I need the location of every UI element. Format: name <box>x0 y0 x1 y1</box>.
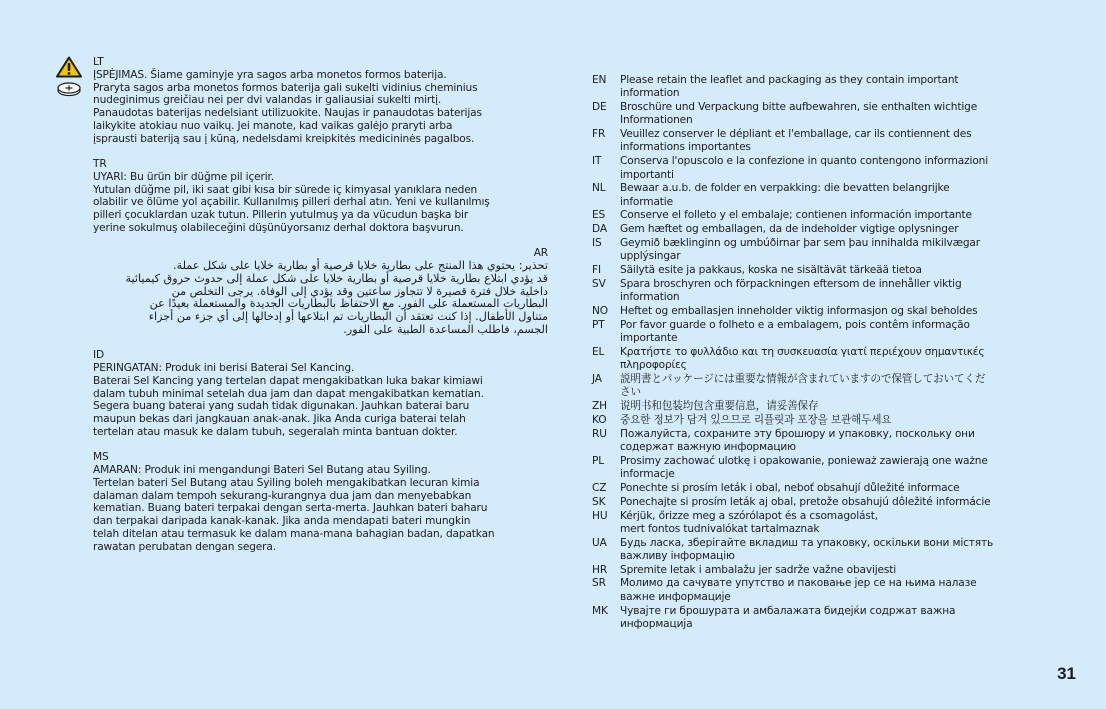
notice-text-line: πληροφορίες <box>620 359 687 372</box>
notice-text-line: information <box>620 291 680 304</box>
notice-text-line: Broschüre und Verpackung bitte aufbewahren, sie enthalten wichtige <box>620 101 978 114</box>
notice-text <box>620 400 1062 413</box>
language-code: FI <box>592 264 601 277</box>
notice-row-fi <box>592 264 1062 277</box>
notice-row-cz <box>592 482 1062 495</box>
warning-section-ms <box>93 451 548 553</box>
language-code: SV <box>592 277 606 290</box>
notice-text <box>620 305 1062 318</box>
notice-text <box>620 537 1062 564</box>
notice-text-line: 说明书和包装均包含重要信息，请妥善保存 <box>620 400 819 413</box>
notice-row-ru <box>592 428 1062 455</box>
language-code: TR <box>93 158 107 170</box>
notice-text <box>620 264 1062 277</box>
notice-text <box>620 209 1062 222</box>
notice-text-line: Κρατήστε το φυλλάδιο και τη συσκευασία γιατί περιέχουν σημαντικές <box>620 345 985 358</box>
notice-text-line: Säilytä esite ja pakkaus, koska ne sisältävät tärkeää tietoa <box>620 264 922 277</box>
warning-text-line: dalam tubuh minimal setelah dua jam dan dapat mengakibatkan kematian. <box>93 387 484 400</box>
notice-text-line: Please retain the leaflet and packaging as they contain important <box>620 74 959 86</box>
notice-text-line: Veuillez conserver le dépliant et l'emballage, car ils contiennent des <box>620 128 972 141</box>
warning-text-line: kematian. Buang bateri terpakai dengan serta-merta. Jauhkan bateri baharu <box>93 502 488 515</box>
language-code: FR <box>592 128 606 141</box>
notice-row-sr <box>592 577 1062 604</box>
notice-text-line: Por favor guarde o folheto e a embalagem, pois contêm informação <box>620 318 970 331</box>
warning-text-line: rawatan perubatan dengan segera. <box>93 540 276 553</box>
language-code: ES <box>592 209 606 222</box>
coin-battery-icon <box>56 81 82 97</box>
notice-text <box>620 101 1062 128</box>
notice-row-sk <box>592 496 1062 509</box>
notice-text <box>620 510 1062 537</box>
warning-text-line: متناول الأطفال. إذا كنت تعتقد أن البطاريات تم ابتلاعها أو إدخالها إلى أي جزء من أجزاء <box>148 310 548 323</box>
notice-text-line: importante <box>620 332 678 345</box>
notice-row-mk <box>592 605 1062 632</box>
warning-text-line: Praryta sagos arba monetos formos baterija gali sukelti vidinius cheminius <box>93 81 478 94</box>
warning-text-line: داخلية خلال فترة قصيرة لا تتجاوز ساعتين وقد يؤدي إلى الوفاة. يرجى التخلص من <box>171 284 548 298</box>
notice-text-line: Conserve el folleto y el embalaje; contienen información importante <box>620 209 972 222</box>
notice-text <box>620 428 1062 455</box>
warning-text-line: olabilir ve ölüme yol açabilir. Kullanılmış pilleri derhal atın. Yeni ve kullanılmış <box>93 196 490 209</box>
notice-text <box>620 319 1062 346</box>
notice-row-ko <box>592 414 1062 427</box>
notice-text-line: Ponechte si prosím leták i obal, neboť obsahují důležité informace <box>620 481 960 494</box>
notice-text <box>620 577 1062 604</box>
warning-text-line: الجسم، فاطلب المساعدة الطبية على الفور. <box>343 322 548 336</box>
notice-row-zh <box>592 400 1062 413</box>
notice-text-line: Spara broschyren och förpackningen eftersom de innehåller viktig <box>620 277 962 290</box>
notice-text <box>620 496 1062 509</box>
notice-text-line: Будь ласка, зберігайте вкладиш та упаковку, оскільки вони містять <box>620 536 994 549</box>
language-code: UA <box>592 536 607 549</box>
notice-text-line: Informationen <box>620 114 693 127</box>
language-code: KO <box>592 413 607 426</box>
notice-row-ja <box>592 373 1062 400</box>
language-code: SK <box>592 495 606 508</box>
language-code: DE <box>592 101 607 114</box>
notice-text <box>620 223 1062 236</box>
notice-text-line: 중요한 정보가 담겨 있으므로 리플릿과 포장을 보관해두세요 <box>620 413 892 426</box>
notice-text-line: Geymið bæklinginn og umbúðirnar þar sem þau innihalda mikilvægar <box>620 237 980 250</box>
language-code: RU <box>592 427 607 440</box>
language-code: IS <box>592 237 602 250</box>
notice-row-nl <box>592 182 1062 209</box>
language-code: HR <box>592 563 608 576</box>
language-code: ID <box>93 349 104 362</box>
notice-text-line: Spremite letak i ambalažu jer sadrže važne obavijesti <box>620 563 897 576</box>
notice-text <box>620 455 1062 482</box>
warning-text-line: dalaman dalam tempoh sekurang-kurangnya dua jam dan menyebabkan <box>93 489 472 502</box>
notice-text-line: Bewaar a.u.b. de folder en verpakking: die bevatten belangrijke <box>620 182 950 195</box>
notice-text <box>620 482 1062 495</box>
warning-triangle-icon <box>56 56 82 78</box>
notice-text-line: Молимо да сачувате упутство и паковање јер се на њима налазе <box>620 577 977 590</box>
notice-text-line: informatie <box>620 195 673 208</box>
language-code: MK <box>592 604 608 617</box>
warning-text-line: nudeginimus greičiau nei per dvi valandas ir galiausiai sukelti mirtį. <box>93 94 442 107</box>
warning-text-line: البطاريات المستعملة على الفور. مع الاحتفاظ بالبطاريات الجديدة والمستعملة بعيدًا عن <box>149 297 548 311</box>
notice-row-ua <box>592 537 1062 564</box>
notice-text-line: importanti <box>620 168 674 181</box>
notice-row-es <box>592 209 1062 222</box>
warning-text-line: قد يؤدي ابتلاع بطارية خلايا قرصية أو بطارية خلايا على شكل عملة إلى حدوث حروق كيميائية <box>125 271 548 285</box>
warning-text-line: yerine sokulmuş olabileceğini düşünüyorsanız derhal doktora başvurun. <box>93 221 464 234</box>
notice-text-line: Prosimy zachować ulotkę i opakowanie, ponieważ zawierają one ważne <box>620 454 988 467</box>
warning-text-line: įsprausti bateriją sau į kūną, nedelsdami kreipkitės medicininės pagalbos. <box>93 132 475 145</box>
warning-text-line: tertelan atau masuk ke dalam tubuh, segeralah minta bantuan dokter. <box>93 425 458 438</box>
notice-text <box>620 373 1062 400</box>
warning-text-line: Baterai Sel Kancing yang tertelan dapat mengakibatkan luka bakar kimiawi <box>93 374 483 387</box>
notice-text <box>620 346 1062 373</box>
language-code: EN <box>592 74 607 86</box>
notice-text-line: Gem hæftet og emballagen, da de indeholder vigtige oplysninger <box>620 223 959 236</box>
notice-row-en <box>592 74 1062 101</box>
notice-row-pl <box>592 455 1062 482</box>
notice-row-hu <box>592 510 1062 537</box>
notice-text-line: informacje <box>620 468 675 481</box>
language-code: NL <box>592 182 606 195</box>
warning-section-id <box>93 349 548 438</box>
warning-text-line: telah ditelan atau termasuk ke dalam mana-mana bahagian badan, dapatkan <box>93 527 495 540</box>
page-number: 31 <box>1057 664 1076 683</box>
warning-text-line: Panaudotas baterijas nedelsiant utilizuokite. Naujas ir panaudotas baterijas <box>93 107 482 119</box>
language-code: AR <box>533 247 548 260</box>
warning-section-tr <box>93 158 548 235</box>
language-code: HU <box>592 509 608 522</box>
notice-text <box>620 128 1062 155</box>
notice-text-line: Heftet og emballasjen inneholder viktig informasjon og skal beholdes <box>620 305 978 318</box>
notice-text <box>620 182 1062 209</box>
notice-row-is <box>592 237 1062 264</box>
notice-text <box>620 237 1062 264</box>
notice-text-line: 説明書とパッケージには重要な情報が含まれていますので保管しておいてくだ <box>620 373 986 386</box>
warning-text-line: Segera buang baterai yang sudah tidak digunakan. Jauhkan baterai baru <box>93 400 470 413</box>
notice-text-line: содержат важную информацию <box>620 441 796 454</box>
notice-text-line: さい <box>620 386 641 399</box>
warning-text-line: تحذير: يحتوي هذا المنتج على بطارية خلايا قرصية أو بطارية خلايا على شكل عملة. <box>173 259 548 272</box>
warning-text-line: AMARAN: Produk ini mengandungi Bateri Sel Butang atau Syiling. <box>93 464 431 476</box>
notice-row-fr <box>592 128 1062 155</box>
notice-row-pt <box>592 319 1062 346</box>
notice-text <box>620 74 1062 101</box>
language-code: NO <box>592 305 608 318</box>
warning-text-line: laikykite atokiau nuo vaikų. Jei manote, kad vaikas galėjo praryti arba <box>93 119 453 132</box>
battery-warnings <box>93 56 548 566</box>
notice-text-line: важне информације <box>620 590 731 603</box>
language-code: ZH <box>592 400 607 413</box>
warning-text-line: Yutulan düğme pil, iki saat gibi kısa bir sürede iç kimyasal yanıklara neden <box>93 183 478 196</box>
language-code: CZ <box>592 481 607 494</box>
notice-text <box>620 155 1062 182</box>
notice-row-it <box>592 155 1062 182</box>
notice-text-line: Conserva l'opuscolo e la confezione in quanto contengono informazioni <box>620 155 989 168</box>
language-code: LT <box>93 56 104 68</box>
language-code: PL <box>592 454 604 467</box>
warning-text-line: pilleri çocuklardan uzak tutun. Pillerin yutulmuş ya da vücudun başka bir <box>93 209 469 221</box>
notice-text-line: mert fontos tudnivalókat tartalmaznak <box>620 522 820 535</box>
language-code: SR <box>592 577 606 590</box>
notice-row-no <box>592 305 1062 318</box>
warning-text-line: maupun bekas dari jangkauan anak-anak. Jika Anda curiga baterai telah <box>93 413 466 425</box>
notice-text-line: Пожалуйста, сохраните эту брошюру и упаковку, поскольку они <box>620 427 975 440</box>
warning-text-line: ĮSPĖJIMAS. Šiame gaminyje yra sagos arba monetos formos baterija. <box>93 68 447 81</box>
notice-row-da <box>592 223 1062 236</box>
language-code: JA <box>592 373 602 386</box>
notice-row-sv <box>592 278 1062 305</box>
language-code: MS <box>93 451 109 464</box>
warning-section-lt <box>93 56 548 145</box>
notice-text <box>620 564 1062 577</box>
language-code: IT <box>592 155 602 168</box>
retain-leaflet-notices <box>592 74 1062 632</box>
safety-icons <box>56 56 82 97</box>
warning-text-line: dan terpakai daripada kanak-kanak. Jika anda mendapati bateri mungkin <box>93 515 471 527</box>
language-code: DA <box>592 223 607 236</box>
notice-text <box>620 605 1062 632</box>
notice-text <box>620 278 1062 305</box>
language-code: PT <box>592 318 605 331</box>
notice-text <box>620 414 1062 427</box>
notice-text-line: Kérjük, őrizze meg a szórólapot és a csomagolást, <box>620 509 878 522</box>
notice-text-line: information <box>620 87 680 100</box>
warning-text-line: Tertelan bateri Sel Butang atau Syiling boleh mengakibatkan lecuran kimia <box>93 476 480 489</box>
language-code: EL <box>592 345 605 358</box>
notice-text-line: Ponechajte si prosím leták aj obal, pretože obsahujú dôležité informácie <box>620 495 991 508</box>
notice-text-line: важливу інформацію <box>620 549 735 562</box>
notice-row-hr <box>592 564 1062 577</box>
notice-text-line: upplýsingar <box>620 250 681 263</box>
warning-text-line: UYARI: Bu ürün bir düğme pil içerir. <box>93 170 274 183</box>
notice-row-el <box>592 346 1062 373</box>
warning-section-ar <box>93 247 548 336</box>
notice-text-line: информација <box>620 617 693 630</box>
notice-row-de <box>592 101 1062 128</box>
warning-text-line: PERINGATAN: Produk ini berisi Baterai Sel Kancing. <box>93 362 355 374</box>
notice-text-line: Чувајте ги брошурата и амбалажата бидејќи содржат важна <box>620 604 956 617</box>
notice-text-line: informations importantes <box>620 141 751 154</box>
